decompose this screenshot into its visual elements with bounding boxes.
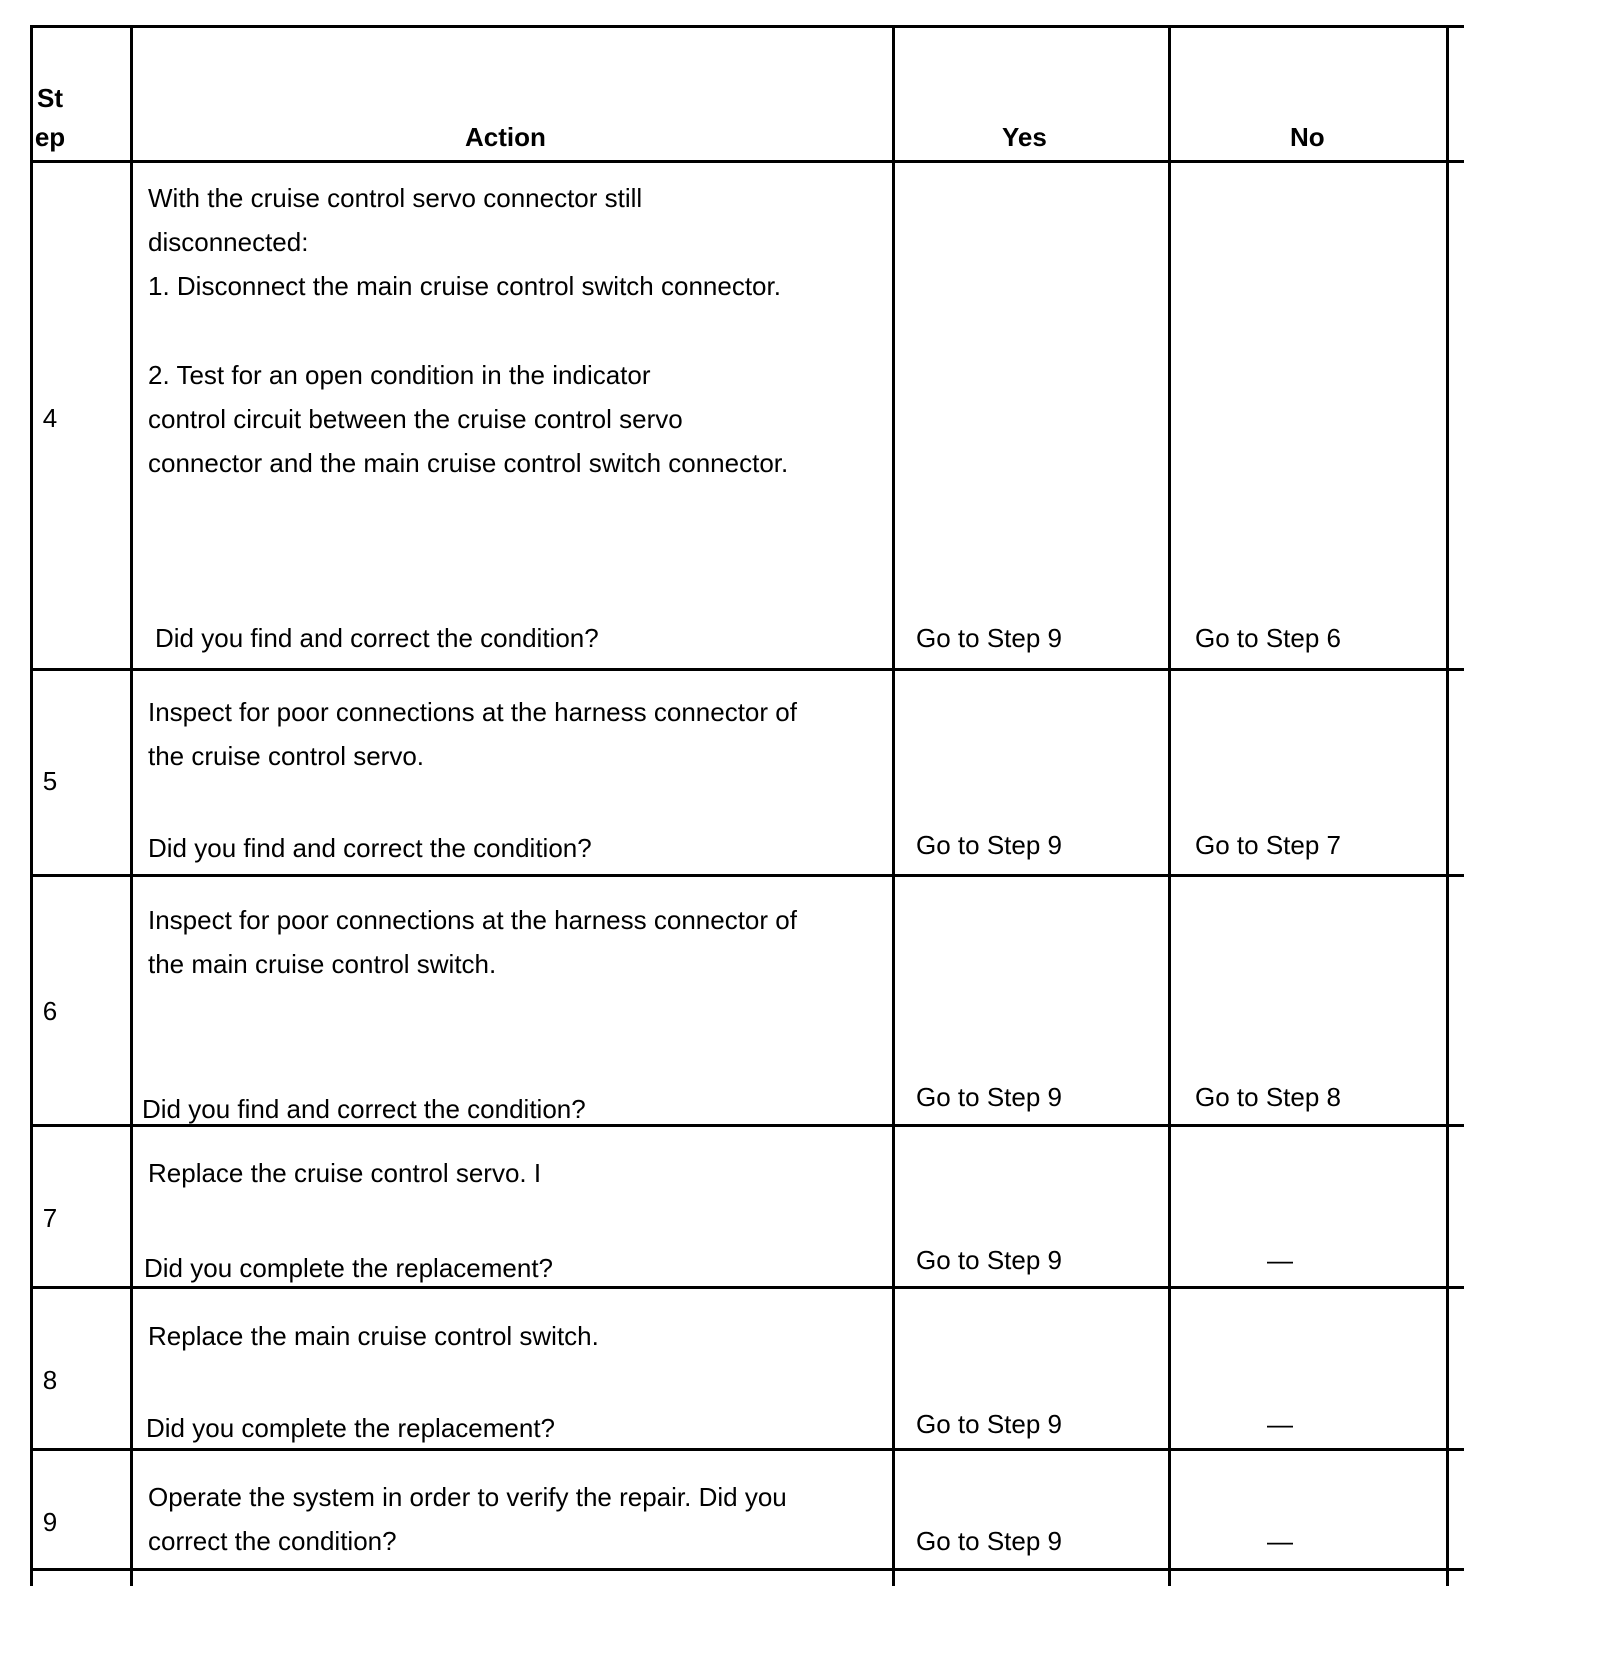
yes-result: Go to Step 9 bbox=[916, 830, 1062, 860]
row-border bbox=[30, 1568, 1464, 1571]
action-text: the cruise control servo. bbox=[148, 741, 425, 771]
yes-result: Go to Step 9 bbox=[916, 1526, 1062, 1556]
action-text: Replace the cruise control servo. I bbox=[148, 1158, 542, 1188]
no-result: Go to Step 7 bbox=[1195, 830, 1341, 860]
step-number: 8 bbox=[42, 1365, 58, 1395]
no-result: Go to Step 8 bbox=[1195, 1082, 1341, 1112]
action-question: Did you find and correct the condition? bbox=[148, 833, 592, 863]
col-border bbox=[892, 25, 895, 1586]
header-action: Action bbox=[465, 122, 546, 152]
step-number: 6 bbox=[42, 996, 58, 1026]
action-text: Replace the main cruise control switch. bbox=[148, 1321, 599, 1351]
row-border bbox=[30, 25, 1464, 28]
col-border bbox=[1446, 25, 1449, 1586]
action-text: Operate the system in order to verify the repair. Did you bbox=[148, 1482, 787, 1512]
action-text: control circuit between the cruise control servo bbox=[148, 404, 683, 434]
no-result: — bbox=[1267, 1526, 1293, 1556]
action-question: Did you find and correct the condition? bbox=[155, 623, 599, 653]
yes-result: Go to Step 9 bbox=[916, 1082, 1062, 1112]
action-question: Did you complete the replacement? bbox=[146, 1413, 556, 1443]
action-text: correct the condition? bbox=[148, 1526, 397, 1556]
step-number: 9 bbox=[42, 1507, 58, 1537]
action-text: 2. Test for an open condition in the indicator bbox=[148, 360, 651, 390]
action-text: 1. Disconnect the main cruise control switch connector. bbox=[148, 271, 781, 301]
step-number: 7 bbox=[42, 1203, 58, 1233]
action-text: Inspect for poor connections at the harness connector of bbox=[148, 905, 797, 935]
col-border bbox=[130, 25, 133, 1586]
row-border bbox=[30, 160, 1464, 163]
action-text: With the cruise control servo connector still bbox=[148, 183, 643, 213]
action-text: disconnected: bbox=[148, 227, 309, 257]
yes-result: Go to Step 9 bbox=[916, 1245, 1062, 1275]
action-text: the main cruise control switch. bbox=[148, 949, 497, 979]
header-step-line2: ep bbox=[34, 122, 66, 152]
col-border bbox=[1168, 25, 1171, 1586]
action-question: Did you find and correct the condition? bbox=[142, 1094, 586, 1124]
header-step-line1: St bbox=[37, 83, 63, 113]
step-number: 4 bbox=[42, 403, 58, 433]
action-text: Inspect for poor connections at the harness connector of bbox=[148, 697, 797, 727]
no-result: Go to Step 6 bbox=[1195, 623, 1341, 653]
row-border bbox=[30, 874, 1464, 877]
yes-result: Go to Step 9 bbox=[916, 1409, 1062, 1439]
action-question: Did you complete the replacement? bbox=[144, 1253, 554, 1283]
header-yes: Yes bbox=[1002, 122, 1047, 152]
row-border bbox=[30, 668, 1464, 671]
action-text: connector and the main cruise control switch connector. bbox=[148, 448, 789, 478]
no-result: — bbox=[1267, 1245, 1293, 1275]
no-result: — bbox=[1267, 1409, 1293, 1439]
header-no: No bbox=[1290, 122, 1325, 152]
yes-result: Go to Step 9 bbox=[916, 623, 1062, 653]
col-border bbox=[30, 25, 33, 1586]
step-number: 5 bbox=[42, 766, 58, 796]
